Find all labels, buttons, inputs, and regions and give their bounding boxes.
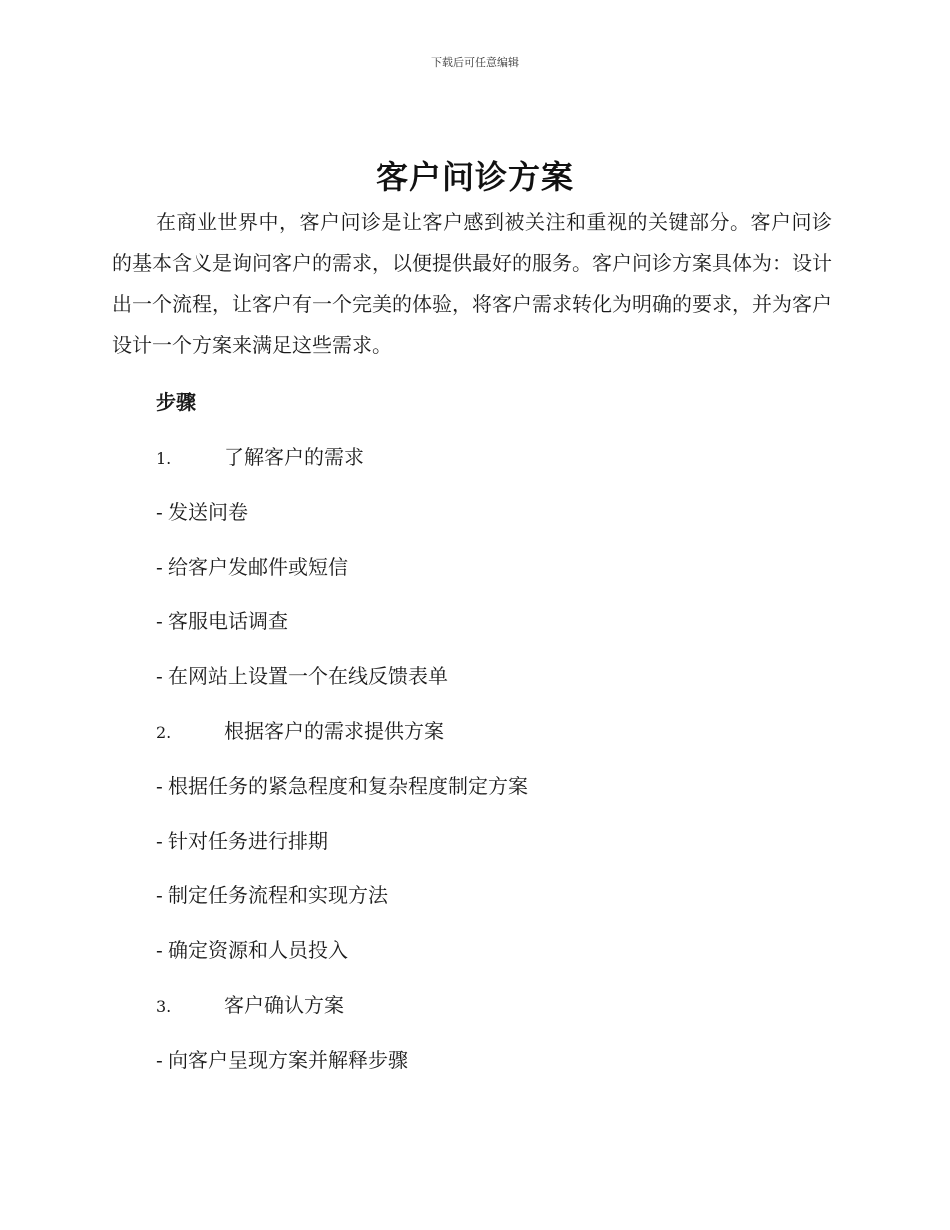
dash-bullet: -: [156, 828, 163, 853]
steps-heading: 步骤: [156, 390, 196, 414]
dash-bullet: -: [156, 609, 163, 634]
dash-bullet: -: [156, 554, 163, 579]
header-note: 下载后可任意编辑: [431, 56, 519, 69]
list-item: [156, 492, 856, 547]
step-number: 1.: [156, 449, 172, 468]
list-item-text: 制定任务流程和实现方法: [168, 883, 388, 908]
list-item-text: 根据任务的紧急程度和复杂程度制定方案: [168, 773, 528, 798]
list-item-text: 给客户发邮件或短信: [168, 554, 348, 579]
dash-bullet: -: [156, 499, 163, 524]
list-item-text: 客服电话调查: [168, 609, 288, 634]
step-number: 3.: [156, 996, 172, 1016]
list-item: [156, 766, 856, 821]
list-item: [156, 1040, 856, 1095]
step-3: [156, 985, 856, 1040]
dash-bullet: -: [156, 1047, 163, 1072]
step-number: 2.: [156, 722, 172, 742]
dash-bullet: -: [156, 773, 163, 798]
list-item: [156, 930, 856, 985]
intro-paragraph: 在商业世界中，客户问诊是让客户感到被关注和重视的关键部分。客户问诊的基本含义是询问客户的需求，以便提供最好的服务。客户问诊方案具体为：设计出一个流程，让客户有一个完美的体验，将客户需求转化为明确的要求，并为客户设计一个方案来满足这些需求。: [112, 210, 832, 357]
step-title: 根据客户的需求提供方案: [224, 718, 444, 743]
step-1: [156, 437, 856, 492]
step-title: 客户确认方案: [224, 992, 344, 1017]
step-2: [156, 711, 856, 766]
list-item-text: 确定资源和人员投入: [168, 938, 348, 963]
list-item-text: 向客户呈现方案并解释步骤: [168, 1047, 408, 1072]
list-item-text: 发送问卷: [168, 499, 248, 524]
list-item: [156, 601, 856, 656]
list-item-text: 针对任务进行排期: [168, 828, 328, 853]
step-title: 了解客户的需求: [224, 445, 364, 469]
list-item: [156, 821, 856, 876]
dash-bullet: -: [156, 938, 163, 963]
list-item: [156, 547, 856, 602]
steps-section: [156, 382, 856, 1095]
list-item-text: 在网站上设置一个在线反馈表单: [168, 664, 448, 689]
document-title: 客户问诊方案: [375, 158, 574, 196]
dash-bullet: -: [156, 883, 163, 908]
dash-bullet: -: [156, 664, 163, 689]
list-item: [156, 656, 856, 711]
list-item: [156, 875, 856, 930]
